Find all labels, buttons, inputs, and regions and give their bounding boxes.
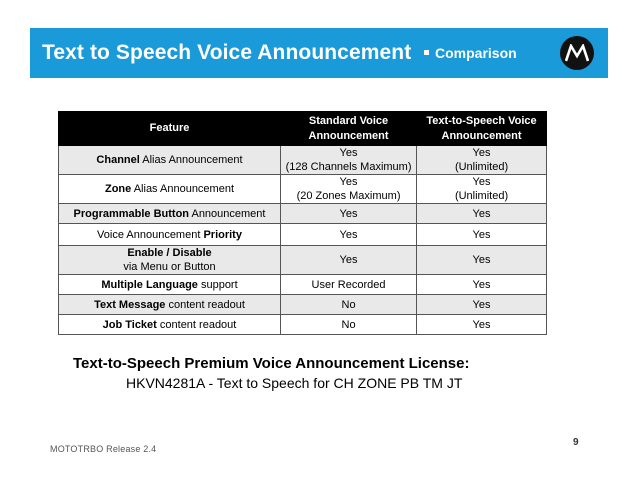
feature-rest: Alias Announcement bbox=[131, 183, 235, 195]
tts-line2: (Unlimited) bbox=[454, 161, 509, 173]
feature-cell bbox=[59, 204, 281, 224]
feature-cell bbox=[59, 175, 281, 204]
tts-line1: Yes bbox=[472, 176, 491, 188]
square-bullet-icon bbox=[424, 50, 429, 55]
standard-cell bbox=[281, 175, 417, 204]
feature-bold: Multiple Language bbox=[101, 278, 198, 291]
feature-rest: content readout bbox=[165, 298, 245, 311]
feature-bold: Channel bbox=[96, 154, 140, 166]
feature-bold: Job Ticket bbox=[102, 318, 157, 331]
feature-bold: Programmable Button bbox=[73, 207, 190, 220]
feature-bold: Text Message bbox=[94, 298, 166, 311]
header-feature: Feature bbox=[59, 112, 281, 146]
title-banner bbox=[30, 28, 608, 78]
table-row bbox=[59, 224, 547, 246]
feature-rest: Announcement bbox=[189, 207, 266, 220]
feature-bold: Enable / Disable bbox=[127, 247, 212, 259]
footer-text: MOTOTRBO Release 2.4 bbox=[50, 444, 157, 454]
license-item: HKVN4281A - Text to Speech for CH ZONE PB TM JT bbox=[126, 375, 463, 391]
comparison-table bbox=[58, 111, 547, 335]
feature-pre: Voice Announcement bbox=[97, 228, 204, 241]
header-tts bbox=[417, 112, 547, 146]
motorola-logo-icon bbox=[560, 36, 594, 70]
feature-cell bbox=[59, 246, 281, 275]
feature-cell bbox=[59, 295, 281, 315]
banner-subtitle-text: Comparison bbox=[435, 45, 517, 61]
standard-cell: Yes bbox=[281, 204, 417, 224]
header-standard bbox=[281, 112, 417, 146]
table-row bbox=[59, 146, 547, 175]
tts-line1: Yes bbox=[472, 147, 491, 159]
banner-subtitle bbox=[424, 45, 517, 61]
table-row bbox=[59, 295, 547, 315]
feature-rest: Alias Announcement bbox=[139, 154, 243, 166]
standard-line2: (20 Zones Maximum) bbox=[296, 190, 401, 202]
table-row bbox=[59, 246, 547, 275]
tts-cell: Yes bbox=[417, 295, 547, 315]
slide-title: Text to Speech Voice Announcement bbox=[42, 41, 412, 64]
table-row bbox=[59, 204, 547, 224]
tts-line2: (Unlimited) bbox=[454, 190, 509, 202]
table-header-row bbox=[59, 112, 547, 146]
table-row bbox=[59, 275, 547, 295]
page-number: 9 bbox=[573, 437, 579, 448]
feature-rest: support bbox=[197, 278, 238, 291]
tts-cell: Yes bbox=[417, 224, 547, 246]
standard-cell: User Recorded bbox=[281, 275, 417, 295]
feature-bold: Priority bbox=[203, 228, 242, 241]
feature-cell bbox=[59, 224, 281, 246]
standard-line2: (128 Channels Maximum) bbox=[285, 161, 412, 173]
feature-cell bbox=[59, 315, 281, 335]
feature-cell bbox=[59, 275, 281, 295]
tts-cell bbox=[417, 175, 547, 204]
standard-cell: No bbox=[281, 315, 417, 335]
header-tts-text: Text-to-Speech Voice Announcement bbox=[426, 114, 537, 142]
tts-cell: Yes bbox=[417, 204, 547, 224]
tts-cell bbox=[417, 146, 547, 175]
standard-line1: Yes bbox=[339, 176, 358, 188]
tts-cell: Yes bbox=[417, 315, 547, 335]
standard-cell: Yes bbox=[281, 224, 417, 246]
standard-cell: Yes bbox=[281, 246, 417, 275]
feature-cell bbox=[59, 146, 281, 175]
tts-cell: Yes bbox=[417, 275, 547, 295]
license-heading: Text-to-Speech Premium Voice Announcement License: bbox=[73, 355, 470, 372]
standard-line1: Yes bbox=[339, 147, 358, 159]
standard-cell: No bbox=[281, 295, 417, 315]
table-row bbox=[59, 315, 547, 335]
tts-cell: Yes bbox=[417, 246, 547, 275]
table-row bbox=[59, 175, 547, 204]
feature-rest: content readout bbox=[156, 318, 237, 331]
feature-bold: Zone bbox=[104, 183, 132, 195]
feature-line2: via Menu or Button bbox=[123, 261, 216, 273]
header-standard-text: Standard Voice Announcement bbox=[308, 114, 389, 142]
standard-cell bbox=[281, 146, 417, 175]
